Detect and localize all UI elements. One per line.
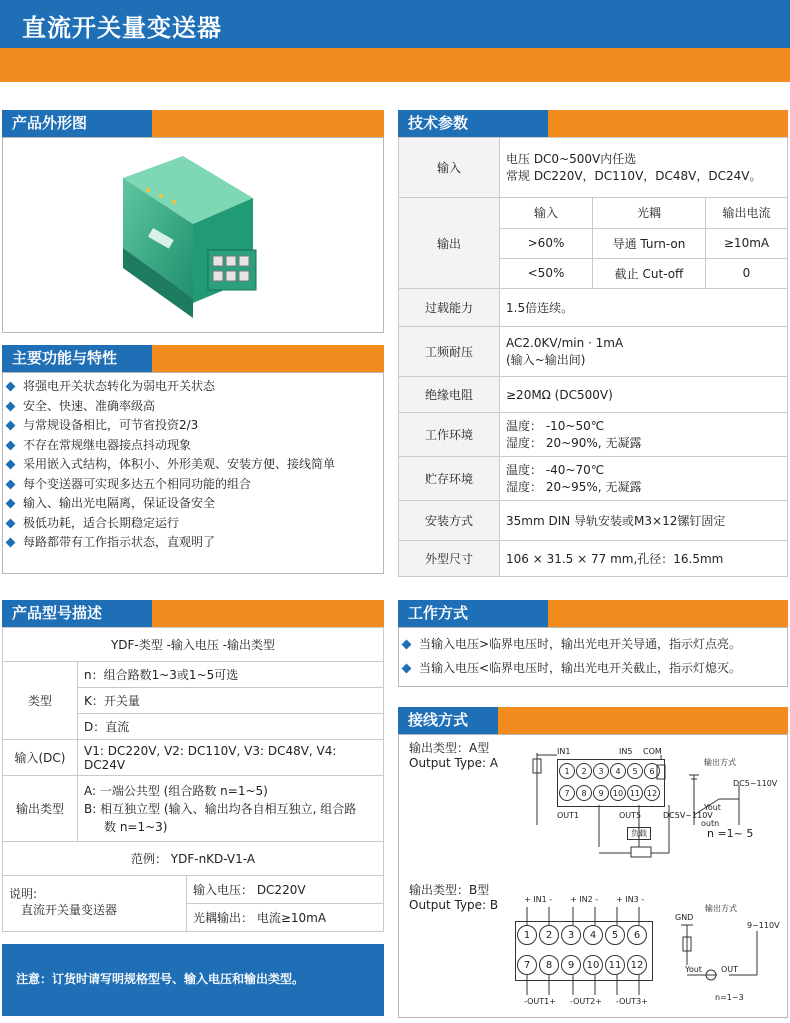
- a-in1-label: IN1: [557, 747, 571, 756]
- spec-output-value: [500, 198, 788, 289]
- out-cell: ≥10mA: [706, 228, 788, 258]
- model-input-label: 输入(DC): [3, 740, 78, 776]
- spec-insulation-label: 绝缘电阻: [399, 377, 500, 413]
- a-dc-range: DC5V~110V: [663, 811, 713, 820]
- model-example: 范例： YDF-nKD-V1-A: [3, 842, 384, 876]
- feature-item: 每路都带有工作指示状态，直观明了: [3, 533, 383, 553]
- diamond-bullet-icon: [6, 479, 16, 489]
- spec-install-value: 35mm DIN 导轨安装或M3×12镙钉固定: [500, 501, 788, 541]
- model-header: YDF-类型 -输入电压 -输出类型: [3, 628, 384, 662]
- b-in2-label: + IN2 -: [570, 895, 599, 904]
- spec-storage-label: 贮存环境: [399, 457, 500, 501]
- model-table: [2, 627, 384, 932]
- b-in1-label: + IN1 -: [524, 895, 553, 904]
- model-note: 说明: 直流开关量变送器: [3, 876, 187, 932]
- appearance-panel: [2, 137, 384, 333]
- out-cell: 导通 Turn-on: [593, 228, 706, 258]
- a-in5-label: IN5: [619, 747, 633, 756]
- b-out1-label: -OUT1+: [524, 997, 556, 1006]
- model-output-label: 输出类型: [3, 776, 78, 842]
- diamond-bullet-icon: [6, 538, 16, 548]
- feature-item: 采用嵌入式结构，体积小、外形美观、安装方便、接线简单: [3, 455, 383, 475]
- model-type-label: 类型: [3, 662, 78, 740]
- out-cell: >60%: [500, 228, 593, 258]
- model-type-d: D：直流: [78, 714, 384, 740]
- spec-storage-value: 温度： -40~70℃ 湿度： 20~95%, 无凝露: [500, 457, 788, 501]
- spec-size-label: 外型尺寸: [399, 541, 500, 577]
- working-item: 当输入电压>临界电压时，输出光电开关导通，指示灯点亮。: [399, 632, 787, 656]
- working-panel: [398, 627, 788, 687]
- b-terminal-6: 6: [627, 925, 647, 945]
- section-title: 产品外形图: [2, 110, 152, 137]
- spec-workenv-value: 温度： -10~50℃ 湿度： 20~90%, 无凝露: [500, 413, 788, 457]
- a-yout-label: Yout: [704, 803, 721, 812]
- terminal-9: 9: [593, 785, 609, 801]
- section-appearance: [2, 110, 384, 137]
- terminal-7: 7: [559, 785, 575, 801]
- order-note-bar: [2, 944, 384, 1016]
- section-title: 产品型号描述: [2, 600, 152, 627]
- spec-overload-value: 1.5倍连续。: [500, 289, 788, 327]
- terminal-10: 10: [610, 785, 626, 801]
- b-gnd-label: GND: [675, 913, 694, 922]
- model-type-k: K：开关量: [78, 688, 384, 714]
- section-working: [398, 600, 788, 627]
- out-header: 输出电流: [706, 198, 788, 228]
- feature-item: 与常规设备相比，可节省投资2/3: [3, 416, 383, 436]
- section-specs: [398, 110, 788, 137]
- wiring-type-b-label: 输出类型：B型 Output Type: B: [409, 883, 499, 912]
- diamond-bullet-icon: [402, 640, 412, 650]
- model-output-value: A: 一端公共型 (组合路数 n=1~5) B: 相互独立型 (输入、输出均各自相互独立, 组合路 数 n=1~3): [78, 776, 384, 842]
- b-terminal-1: 1: [517, 925, 537, 945]
- order-note: 注意：订货时请写明规格型号、输入电压和输出类型。: [16, 972, 305, 986]
- a-range: n =1~ 5: [707, 827, 754, 840]
- page-title: 直流开关量变送器: [22, 14, 222, 42]
- out-header: 光耦: [593, 198, 706, 228]
- b-terminal-12: 12: [627, 955, 647, 975]
- b-terminal-5: 5: [605, 925, 625, 945]
- a-out5-label: OUT5: [619, 811, 642, 820]
- terminal-1: 1: [559, 763, 575, 779]
- a-out1-label: OUT1: [557, 811, 580, 820]
- output-subtable: [500, 198, 787, 288]
- section-title: 主要功能与特性: [2, 345, 152, 372]
- a-load-box: 负载: [627, 827, 651, 840]
- spec-withstand-label: 工频耐压: [399, 327, 500, 377]
- terminal-4: 4: [610, 763, 626, 779]
- diamond-bullet-icon: [6, 440, 16, 450]
- spec-input-label: 输入: [399, 138, 500, 198]
- section-wiring: [398, 707, 788, 734]
- out-header: 输入: [500, 198, 593, 228]
- b-terminal-4: 4: [583, 925, 603, 945]
- b-terminal-10: 10: [583, 955, 603, 975]
- spec-insulation-value: ≥20MΩ (DC500V): [500, 377, 788, 413]
- feature-item: 输入、输出光电隔离，保证设备安全: [3, 494, 383, 514]
- model-note-input: 输入电压： DC220V: [187, 876, 384, 904]
- spec-install-label: 安装方式: [399, 501, 500, 541]
- header-stripe: [0, 48, 790, 82]
- wiring-type-a-label: 输出类型：A型 Output Type: A: [409, 741, 499, 770]
- b-out3-label: -OUT3+: [616, 997, 648, 1006]
- diamond-bullet-icon: [6, 499, 16, 509]
- product-image: [3, 138, 383, 332]
- out-cell: 0: [706, 258, 788, 288]
- diamond-bullet-icon: [6, 401, 16, 411]
- diamond-bullet-icon: [6, 421, 16, 431]
- spec-output-label: 输出: [399, 198, 500, 289]
- model-note-output: 光耦输出： 电流≥10mA: [187, 904, 384, 932]
- terminal-12: 12: [644, 785, 660, 801]
- diamond-bullet-icon: [6, 518, 16, 528]
- spec-overload-label: 过载能力: [399, 289, 500, 327]
- b-out2-label: -OUT2+: [570, 997, 602, 1006]
- b-terminal-2: 2: [539, 925, 559, 945]
- b-terminal-9: 9: [561, 955, 581, 975]
- specs-table: [398, 137, 788, 577]
- feature-item: 极低功耗，适合长期稳定运行: [3, 514, 383, 534]
- model-input-value: V1: DC220V, V2: DC110V, V3: DC48V, V4: DC24V: [78, 740, 384, 776]
- b-terminal-11: 11: [605, 955, 625, 975]
- b-mode-label: 输出方式: [705, 904, 737, 913]
- b-terminal-3: 3: [561, 925, 581, 945]
- model-type-n: n：组合路数1~3或1~5可选: [78, 662, 384, 688]
- b-in3-label: + IN3 -: [616, 895, 645, 904]
- b-volt-label: 9~110V: [747, 921, 780, 930]
- out-cell: <50%: [500, 258, 593, 288]
- b-terminal-8: 8: [539, 955, 559, 975]
- b-terminal-7: 7: [517, 955, 537, 975]
- section-model: [2, 600, 384, 627]
- section-title: 工作方式: [398, 600, 548, 627]
- a-dc-label: DC5~110V: [733, 779, 778, 788]
- b-yout-label: Yout: [685, 965, 702, 974]
- diamond-bullet-icon: [6, 460, 16, 470]
- b-out-label: OUT: [721, 965, 739, 974]
- terminal-2: 2: [576, 763, 592, 779]
- section-title: 技术参数: [398, 110, 548, 137]
- terminal-6: 6: [644, 763, 660, 779]
- section-title: 接线方式: [398, 707, 498, 734]
- b-range: n=1~3: [715, 993, 744, 1002]
- terminal-11: 11: [627, 785, 643, 801]
- spec-workenv-label: 工作环境: [399, 413, 500, 457]
- feature-item: 安全、快速、准确率级高: [3, 397, 383, 417]
- section-features: [2, 345, 384, 372]
- wiring-diagram-b: [399, 735, 787, 1019]
- spec-withstand-value: AC2.0KV/min · 1mA (输入~输出间): [500, 327, 788, 377]
- diamond-bullet-icon: [6, 382, 16, 392]
- a-com-label: COM: [643, 747, 662, 756]
- diamond-bullet-icon: [402, 664, 412, 674]
- wiring-panel: [398, 734, 788, 1018]
- terminal-3: 3: [593, 763, 609, 779]
- a-mode-label: 输出方式: [704, 758, 736, 767]
- features-panel: [2, 372, 384, 574]
- feature-item: 将强电开关状态转化为弱电开关状态: [3, 377, 383, 397]
- a-outn-label: outn: [701, 819, 720, 828]
- terminal-8: 8: [576, 785, 592, 801]
- working-item: 当输入电压<临界电压时，输出光电开关截止，指示灯熄灭。: [399, 656, 787, 680]
- out-cell: 截止 Cut-off: [593, 258, 706, 288]
- spec-size-value: 106 × 31.5 × 77 mm,孔径：16.5mm: [500, 541, 788, 577]
- spec-input-value: 电压 DC0~500V内任选 常规 DC220V，DC110V，DC48V，DC24V。: [500, 138, 788, 198]
- terminal-5: 5: [627, 763, 643, 779]
- feature-item: 每个变送器可实现多达五个相同功能的组合: [3, 475, 383, 495]
- feature-item: 不存在常规继电器接点抖动现象: [3, 436, 383, 456]
